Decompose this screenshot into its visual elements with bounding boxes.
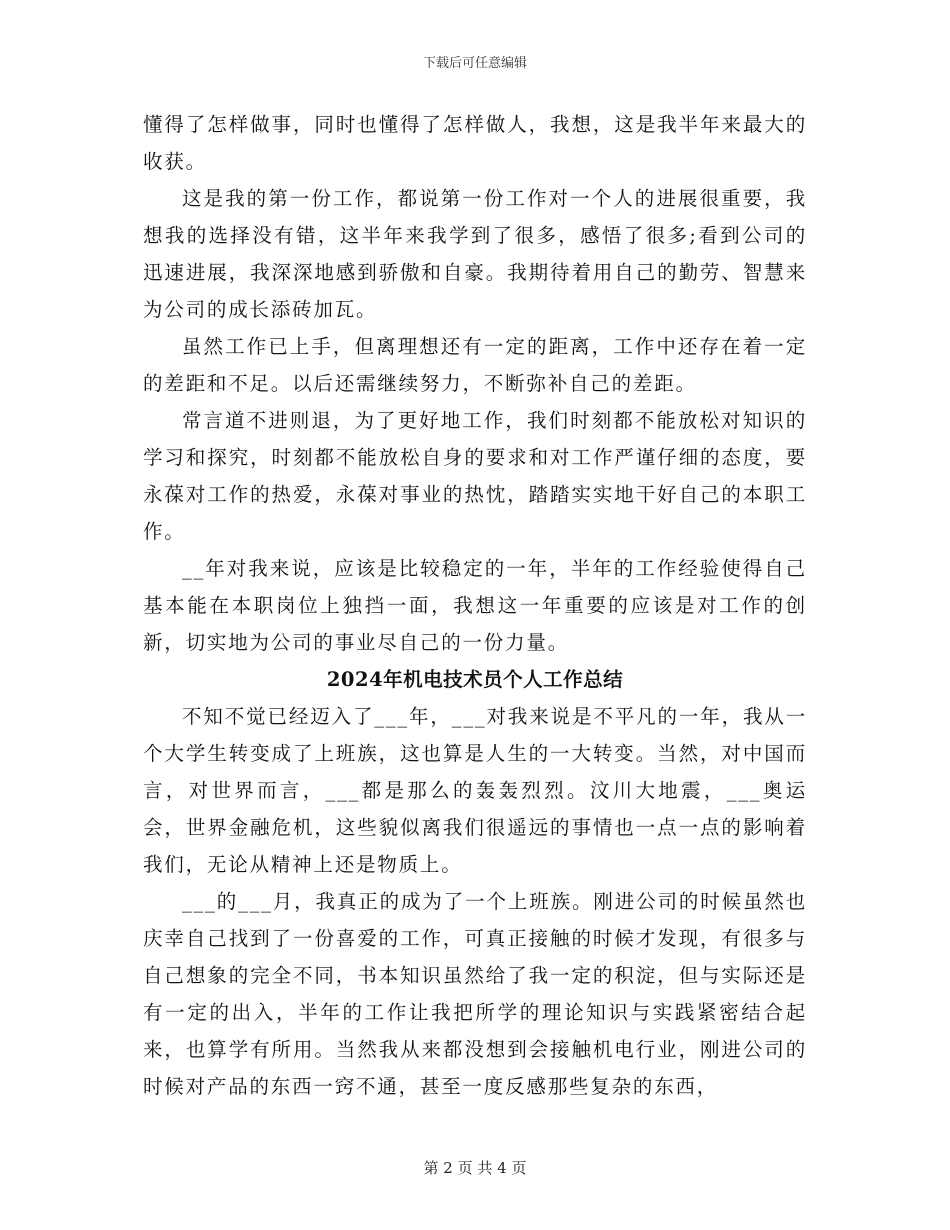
paragraph-learning: 常言道不进则退，为了更好地工作，我们时刻都不能放松对知识的学习和探究，时刻都不能放松自身的要求和对工作严谨仔细的态度，要永葆对工作的热爱，永葆对事业的热忱，踏踏实实地干好自己的本职工作。 [143, 409, 807, 543]
paragraph-joining-company: ___的___月，我真正的成为了一个上班族。刚进公司的时候虽然也庆幸自己找到了一份喜爱的工作，可真正接触的时候才发现，有很多与自己想象的完全不同，书本知识虽然给了我一定的积淀，但与实际还是有一定的出入，半年的工作让我把所学的理论知识与实践紧密结合起来，也算学有所用。当然我从来都没想到会接触机电行业，刚进公司的时候对产品的东西一窍不通，甚至一度反感那些复杂的东西， [143, 890, 807, 1098]
document-body [143, 106, 807, 1105]
page-header: 下载后可任意编辑 [422, 56, 527, 71]
paragraph-first-job: 这是我的第一份工作，都说第一份工作对一个人的进展很重要，我想我的选择没有错，这半年来我学到了很多，感悟了很多;看到公司的迅速进展，我深深地感到骄傲和自豪。我期待着用自己的勤劳、智慧来为公司的成长添砖加瓦。 [143, 187, 807, 321]
paragraph-intro: 不知不觉已经迈入了___年，___对我来说是不平凡的一年，我从一个大学生转变成了上班族，这也算是人生的一大转变。当然，对中国而言，对世界而言，___都是那么的轰轰烈烈。汶川大地震，___奥运会，世界金融危机，这些貌似离我们很遥远的事情也一点一点的影响着我们，无论从精神上还是物质上。 [143, 705, 807, 876]
section-title: 2024年机电技术员个人工作总结 [326, 668, 624, 691]
paragraph-year-plan: __年对我来说，应该是比较稳定的一年，半年的工作经验使得自己基本能在本职岗位上独挡一面，我想这一年重要的应该是对工作的创新，切实地为公司的事业尽自己的一份力量。 [143, 557, 807, 654]
paragraph-continued: 懂得了怎样做事，同时也懂得了怎样做人，我想，这是我半年来最大的收获。 [143, 113, 807, 173]
page-number: 第 2 页 共 4 页 [423, 1159, 527, 1177]
paragraph-gap: 虽然工作已上手，但离理想还有一定的距离，工作中还存在着一定的差距和不足。以后还需继续努力，不断弥补自己的差距。 [143, 335, 807, 395]
